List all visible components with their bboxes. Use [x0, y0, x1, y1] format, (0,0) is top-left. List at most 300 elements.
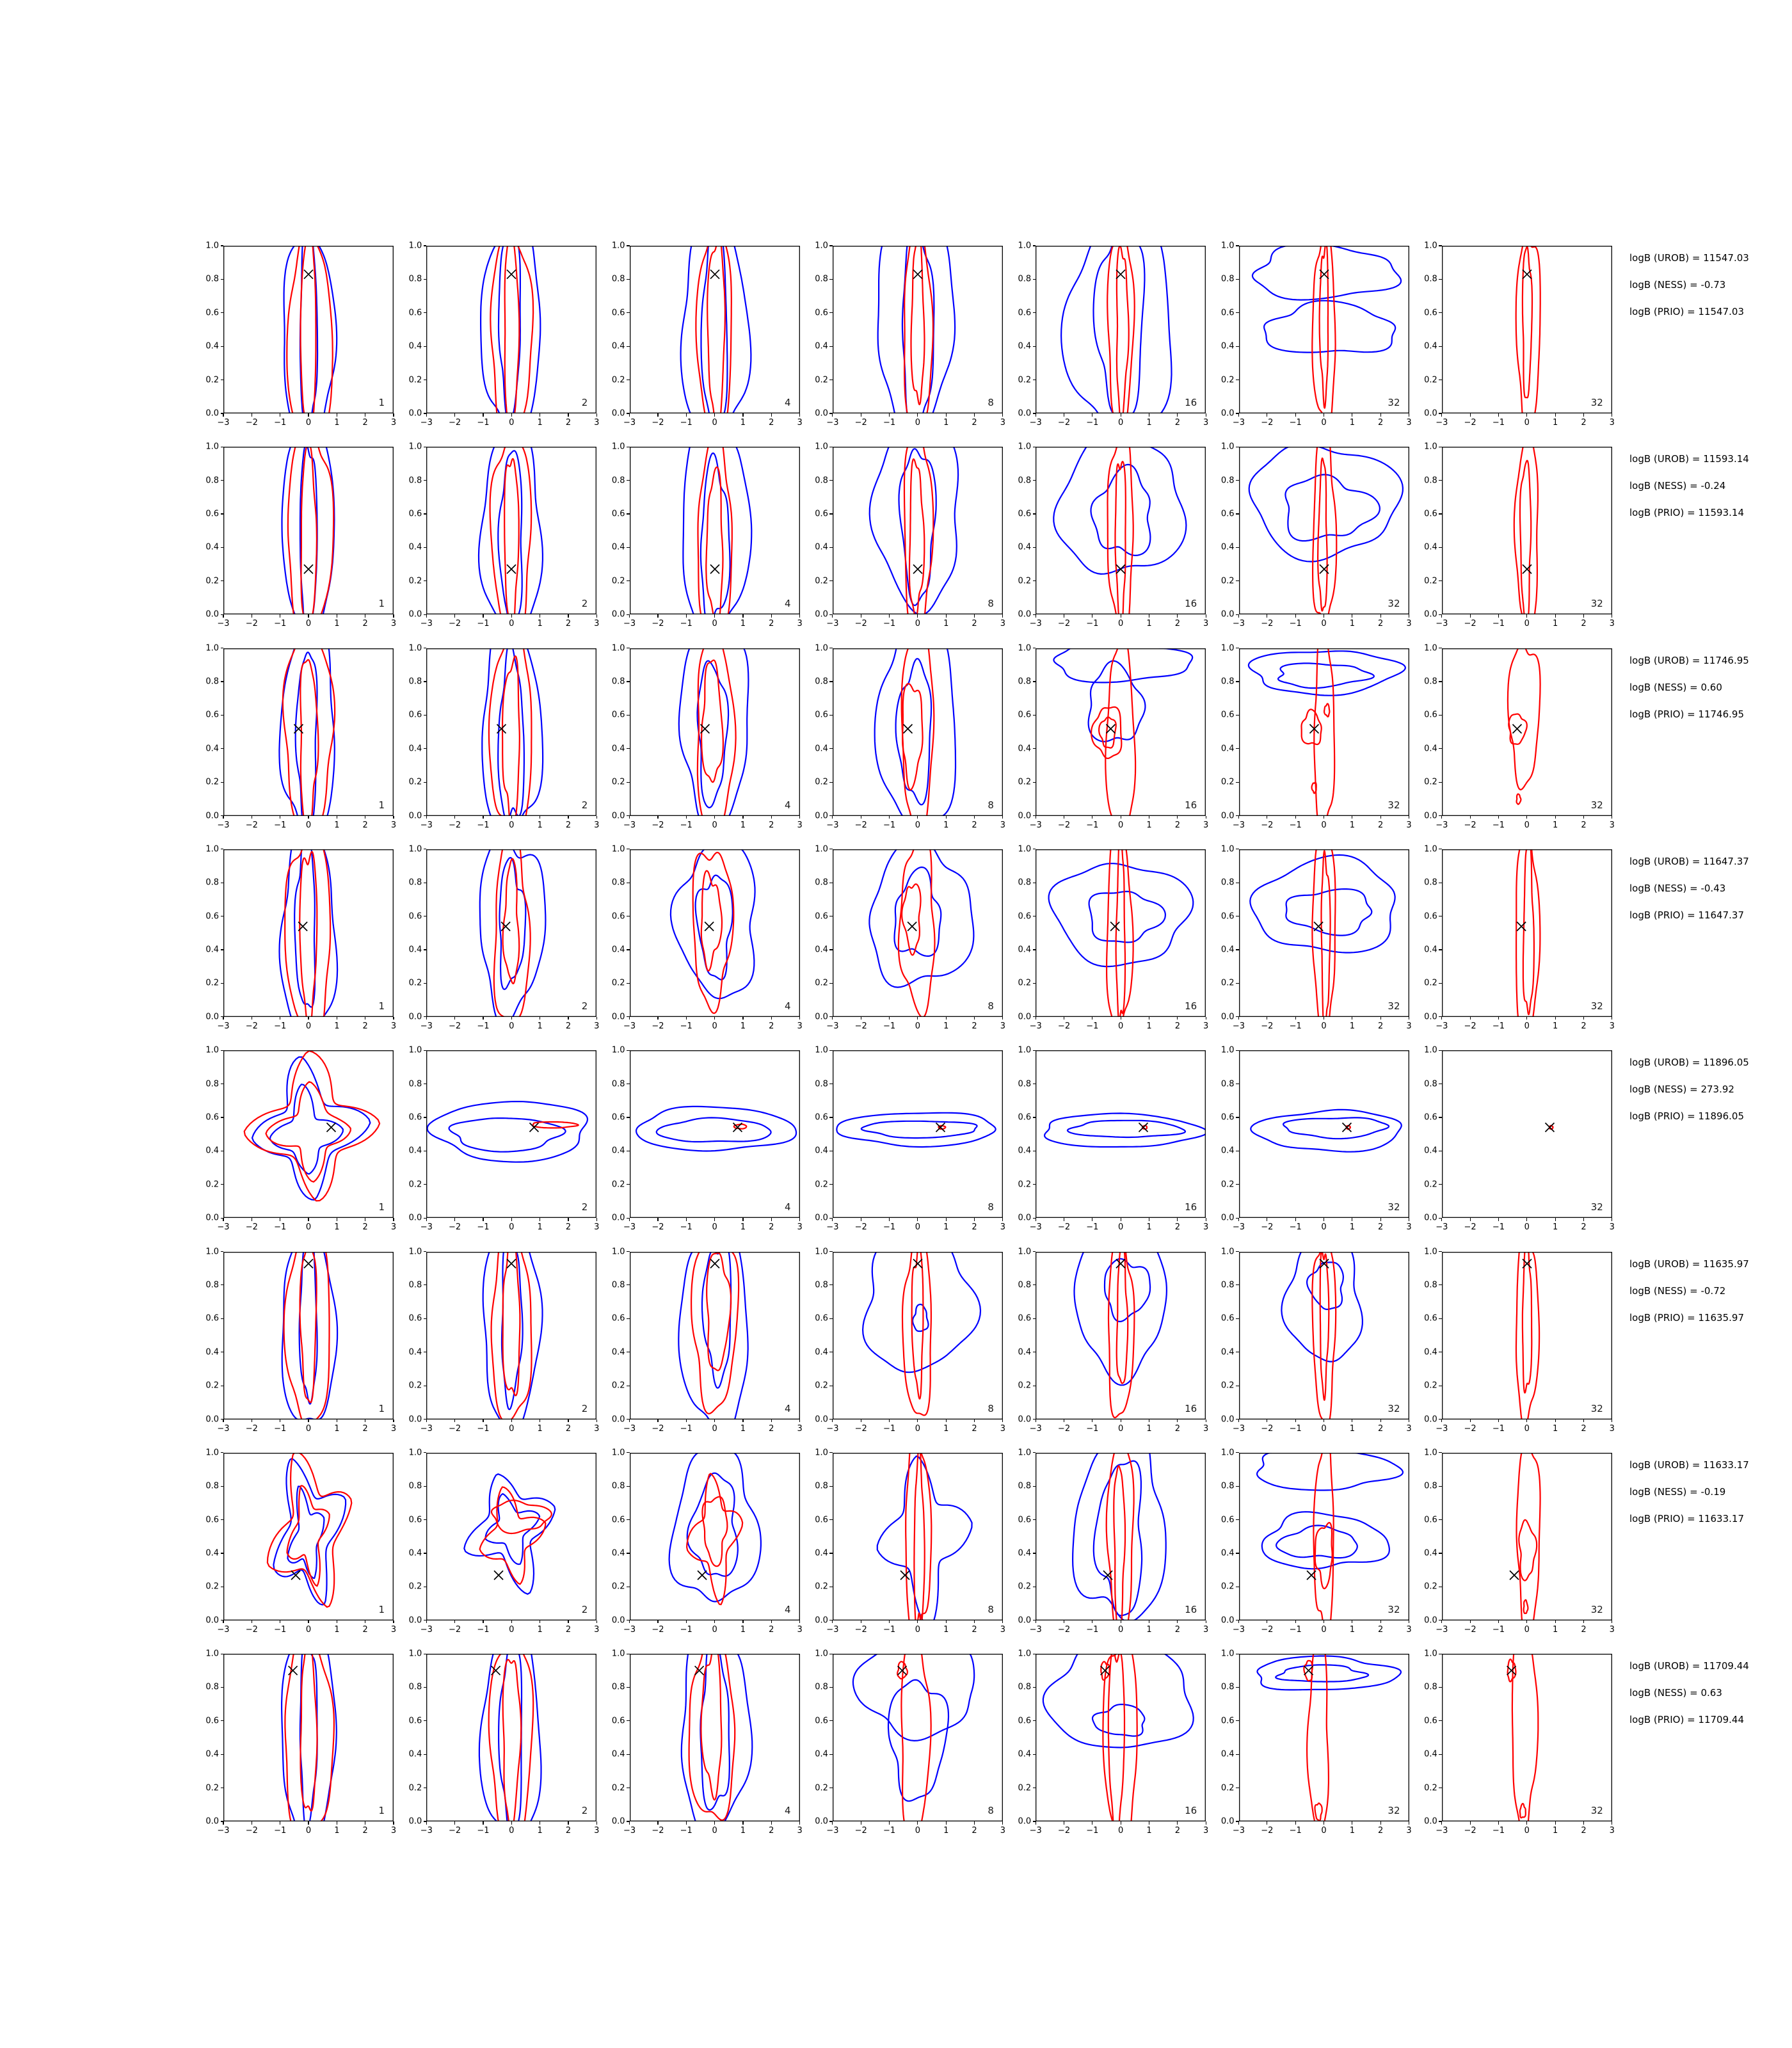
x-tick-label: 2	[1174, 1423, 1180, 1434]
x-tick-label: −3	[623, 1624, 636, 1635]
x-tick-label: 2	[972, 820, 977, 830]
y-tick-label: 0.4	[1220, 1347, 1235, 1357]
x-tick-mark	[1470, 816, 1471, 819]
x-tick-label: −1	[680, 1021, 692, 1031]
y-tick-label: 0.8	[815, 877, 828, 888]
y-tick-label: 0.8	[1018, 274, 1032, 284]
x-tick-label: −1	[883, 1021, 896, 1031]
y-tick-label: 0.8	[408, 1481, 422, 1491]
x-tick-label: −1	[680, 418, 692, 428]
corner-label: 32	[1590, 397, 1603, 408]
x-tick-label: 1	[537, 1826, 543, 1836]
subplot-r1c5	[1018, 241, 1209, 428]
y-tick-label: 0.8	[205, 274, 219, 284]
x-tick-label: −3	[217, 1222, 230, 1233]
x-tick-label: 0	[1118, 1222, 1124, 1233]
corner-label: 32	[1590, 799, 1603, 811]
x-tick-label: −1	[1086, 1222, 1099, 1233]
y-tick-mark	[829, 346, 833, 347]
y-tick-label: 0.4	[1424, 744, 1437, 754]
red-contour	[911, 246, 924, 404]
red-contour	[1313, 447, 1336, 614]
subplot-r5c3	[611, 1045, 803, 1233]
x-tick-label: −1	[274, 619, 287, 629]
y-tick-label: 0.0	[1220, 1414, 1235, 1424]
x-tick-label: −3	[826, 619, 839, 629]
y-tick-label: 0.2	[815, 1783, 828, 1793]
y-tick-label: 0.2	[611, 576, 625, 586]
y-tick-label: 0.6	[1220, 308, 1235, 318]
row-annotation	[1629, 1453, 1792, 1620]
corner-label: 1	[378, 1805, 385, 1817]
x-tick-label: −2	[1261, 418, 1274, 428]
row-annotation	[1629, 1252, 1792, 1420]
x-tick-label: 2	[769, 1021, 774, 1031]
y-tick-label: 0.4	[611, 542, 625, 552]
axes-frame	[224, 447, 394, 614]
y-tick-label: 1.0	[1424, 1045, 1437, 1055]
logb-urob-value: logB (UROB) = 11593.14	[1629, 453, 1749, 465]
x-tick-mark	[1238, 1821, 1239, 1825]
logb-urob-value: logB (UROB) = 11647.37	[1629, 855, 1749, 867]
x-tick-label: −2	[1057, 820, 1071, 830]
red-contour	[1516, 1252, 1539, 1420]
x-tick-label: 1	[1552, 820, 1558, 830]
blue-contour	[870, 447, 958, 614]
y-tick-label: 0.6	[1018, 911, 1032, 922]
y-tick-label: 0.8	[1220, 1481, 1235, 1491]
axes-frame	[630, 1252, 799, 1419]
x-tick-label: −2	[854, 1021, 867, 1031]
y-tick-label: 0.2	[1424, 978, 1437, 988]
x-tick-label: −1	[274, 418, 287, 428]
x-tick-mark	[1470, 1821, 1471, 1825]
row-annotation	[1629, 849, 1792, 1017]
y-tick-mark	[627, 1016, 630, 1017]
x-tick-label: 3	[390, 418, 397, 428]
x-tick-mark	[1583, 1218, 1584, 1221]
y-tick-label: 0.8	[1220, 676, 1235, 687]
y-tick-label: 0.4	[815, 1548, 828, 1558]
plot-area	[426, 1252, 596, 1420]
x-tick-label: 3	[1000, 619, 1006, 629]
x-tick-label: −1	[477, 1021, 490, 1031]
axes-frame	[630, 1051, 799, 1218]
x-tick-label: −2	[1057, 1624, 1071, 1635]
y-tick-label: 0.4	[1018, 1749, 1032, 1759]
x-tick-label: −3	[826, 1423, 839, 1434]
plot-area	[833, 648, 1003, 816]
y-tick-mark	[221, 949, 224, 950]
y-tick-mark	[1033, 1687, 1036, 1688]
y-tick-label: 0.4	[1018, 744, 1032, 754]
x-tick-mark	[1498, 1420, 1499, 1423]
x-tick-label: 2	[1378, 1423, 1384, 1434]
x-tick-mark	[1583, 816, 1584, 819]
plot-area	[630, 648, 800, 816]
x-tick-mark	[799, 1821, 800, 1825]
x-tick-label: 2	[769, 1826, 774, 1836]
x-tick-label: −2	[449, 1624, 461, 1635]
y-tick-label: 0.8	[1018, 877, 1032, 888]
x-tick-label: 3	[594, 1624, 600, 1635]
x-tick-label: 0	[712, 1826, 717, 1836]
y-tick-mark	[1033, 1251, 1036, 1252]
y-tick-label: 1.0	[1018, 442, 1032, 452]
x-tick-label: 3	[797, 820, 803, 830]
logb-urob-value: logB (UROB) = 11746.95	[1629, 654, 1749, 666]
y-tick-label: 0.0	[1424, 1414, 1437, 1424]
corner-label: 1	[378, 1402, 385, 1414]
x-tick-label: 2	[1581, 1222, 1587, 1233]
y-tick-mark	[221, 1184, 224, 1185]
y-tick-mark	[829, 1754, 833, 1755]
x-tick-label: 3	[1406, 418, 1412, 428]
y-tick-mark	[829, 279, 833, 280]
y-tick-label: 0.6	[408, 1112, 422, 1123]
axes-frame	[427, 1453, 596, 1620]
x-tick-label: 0	[1118, 1826, 1124, 1836]
y-tick-label: 1.0	[1018, 1045, 1032, 1055]
x-tick-label: −3	[1232, 820, 1245, 830]
x-tick-label: 0	[1118, 1423, 1124, 1434]
x-tick-label: 1	[740, 418, 746, 428]
x-tick-label: −3	[1232, 619, 1245, 629]
y-tick-mark	[424, 513, 427, 514]
y-tick-label: 0.8	[205, 1481, 219, 1491]
y-tick-label: 0.0	[205, 609, 219, 620]
y-tick-mark	[424, 949, 427, 950]
x-tick-mark	[596, 1420, 597, 1423]
subplot-r5c2	[408, 1045, 600, 1233]
x-tick-label: −2	[652, 1624, 664, 1635]
x-tick-label: 0	[509, 1021, 515, 1031]
y-tick-label: 1.0	[1424, 1649, 1437, 1659]
y-tick-mark	[1033, 1184, 1036, 1185]
y-tick-mark	[829, 681, 833, 682]
y-tick-mark	[221, 1486, 224, 1487]
x-tick-mark	[686, 816, 687, 819]
y-tick-label: 0.4	[408, 1548, 422, 1558]
x-tick-label: −3	[217, 820, 230, 830]
axes-frame	[1239, 1453, 1409, 1620]
y-tick-label: 0.8	[815, 1079, 828, 1089]
corner-label: 4	[785, 598, 791, 610]
x-tick-mark	[1295, 413, 1296, 417]
plot-area	[1036, 648, 1206, 816]
x-tick-label: −3	[217, 1826, 230, 1836]
x-tick-label: 1	[1146, 820, 1152, 830]
blue-contour	[1264, 301, 1395, 353]
y-tick-label: 0.8	[1424, 676, 1437, 687]
subplot-r7c1	[205, 1448, 397, 1635]
x-tick-label: 0	[1524, 1021, 1530, 1031]
x-tick-mark	[799, 1218, 800, 1221]
x-tick-label: −1	[1492, 820, 1505, 830]
corner-label: 16	[1185, 598, 1197, 610]
y-tick-mark	[1236, 346, 1239, 347]
y-tick-mark	[627, 312, 630, 313]
y-tick-label: 0.4	[815, 1347, 828, 1357]
x-tick-mark	[714, 614, 715, 618]
x-tick-label: 0	[509, 418, 515, 428]
y-tick-mark	[1033, 580, 1036, 581]
y-tick-mark	[627, 983, 630, 984]
x-tick-label: 2	[1174, 418, 1180, 428]
y-tick-label: 0.0	[205, 1816, 219, 1827]
x-tick-label: 3	[1609, 1423, 1615, 1434]
x-tick-label: 3	[594, 1826, 600, 1836]
y-tick-label: 0.8	[815, 1280, 828, 1290]
x-tick-label: −2	[245, 1624, 258, 1635]
y-tick-mark	[424, 245, 427, 246]
y-tick-label: 1.0	[1220, 241, 1235, 251]
y-tick-label: 1.0	[1424, 1247, 1437, 1256]
y-tick-label: 0.6	[1018, 710, 1032, 720]
x-tick-mark	[454, 1017, 455, 1020]
red-contour	[266, 1082, 351, 1181]
x-tick-label: 1	[943, 1423, 949, 1434]
axes-frame	[1442, 1453, 1612, 1620]
x-tick-label: 1	[943, 1826, 949, 1836]
axes-frame	[224, 1654, 394, 1821]
x-tick-label: 3	[1609, 820, 1615, 830]
y-tick-mark	[627, 1318, 630, 1319]
x-tick-label: −2	[1057, 1423, 1071, 1434]
x-tick-label: 3	[1203, 1826, 1209, 1836]
plot-area	[833, 1654, 1003, 1821]
x-tick-label: −3	[1232, 1826, 1245, 1836]
y-tick-label: 0.2	[408, 1180, 422, 1190]
y-tick-label: 0.6	[408, 710, 422, 720]
y-tick-label: 0.4	[611, 341, 625, 351]
x-tick-mark	[832, 816, 833, 819]
x-tick-mark	[1380, 413, 1381, 417]
y-tick-label: 1.0	[1220, 1247, 1235, 1256]
x-tick-label: 2	[769, 820, 774, 830]
corner-label: 4	[785, 1603, 791, 1615]
y-tick-label: 1.0	[611, 643, 625, 653]
y-tick-label: 0.4	[408, 1347, 422, 1357]
x-tick-label: −2	[1464, 1423, 1476, 1434]
x-tick-label: 2	[1581, 1826, 1587, 1836]
corner-label: 8	[988, 1603, 994, 1615]
y-tick-label: 0.2	[611, 1783, 625, 1793]
x-tick-mark	[1002, 614, 1003, 618]
blue-contour	[878, 246, 955, 413]
x-tick-mark	[426, 816, 427, 819]
y-tick-label: 0.4	[205, 1146, 219, 1156]
y-tick-mark	[627, 614, 630, 615]
x-tick-mark	[1498, 614, 1499, 618]
red-contour	[492, 1500, 552, 1533]
axes-frame	[1239, 1654, 1409, 1821]
x-tick-label: −3	[217, 418, 230, 428]
y-tick-mark	[221, 748, 224, 749]
x-tick-mark	[1555, 413, 1556, 417]
blue-contour	[1248, 651, 1405, 695]
x-tick-label: 1	[537, 820, 543, 830]
red-contour	[1108, 1654, 1124, 1821]
subplot-r2c3	[611, 442, 803, 629]
x-tick-mark	[889, 1218, 890, 1221]
subplot-r5c4	[815, 1045, 1006, 1233]
red-contour	[268, 1453, 351, 1607]
plot-area	[1036, 1252, 1206, 1420]
y-tick-label: 1.0	[205, 1045, 219, 1055]
y-tick-mark	[627, 346, 630, 347]
x-tick-label: −1	[1492, 1222, 1505, 1233]
x-tick-mark	[771, 413, 772, 417]
x-tick-mark	[1380, 1420, 1381, 1423]
axes-frame	[833, 447, 1003, 614]
y-tick-label: 0.8	[408, 1079, 422, 1089]
logb-prio-value: logB (PRIO) = 11635.97	[1629, 1311, 1745, 1324]
x-tick-label: −3	[1436, 1423, 1448, 1434]
x-tick-label: 2	[362, 1423, 368, 1434]
subplot-r7c2	[408, 1448, 600, 1635]
blue-contour	[1049, 863, 1194, 966]
y-tick-label: 0.0	[1018, 1012, 1032, 1022]
x-tick-label: −1	[1289, 1021, 1302, 1031]
y-tick-mark	[424, 782, 427, 783]
x-tick-mark	[393, 1017, 394, 1020]
y-tick-mark	[424, 1016, 427, 1017]
y-tick-mark	[1033, 1419, 1036, 1420]
x-tick-label: −3	[826, 1624, 839, 1635]
x-tick-mark	[1380, 614, 1381, 618]
y-tick-label: 0.6	[1018, 1112, 1032, 1123]
x-tick-label: −2	[245, 820, 258, 830]
plot-area	[223, 246, 394, 413]
x-tick-mark	[946, 614, 947, 618]
x-tick-label: 3	[797, 418, 803, 428]
y-tick-mark	[829, 1050, 833, 1051]
plot-area	[426, 447, 596, 614]
x-tick-label: −2	[854, 820, 867, 830]
y-tick-label: 0.8	[611, 1682, 625, 1692]
x-tick-mark	[454, 816, 455, 819]
x-tick-mark	[1583, 1620, 1584, 1624]
x-tick-label: −3	[420, 1624, 433, 1635]
x-tick-mark	[1177, 614, 1178, 618]
y-tick-mark	[1439, 983, 1442, 984]
y-tick-label: 0.2	[1018, 978, 1032, 988]
x-tick-label: −1	[274, 1826, 287, 1836]
y-tick-label: 0.6	[611, 1313, 625, 1324]
y-tick-label: 0.8	[611, 877, 625, 888]
y-tick-label: 0.0	[1220, 609, 1235, 620]
y-tick-label: 0.8	[408, 476, 422, 486]
y-tick-label: 0.2	[205, 1783, 219, 1793]
red-contour	[301, 246, 316, 413]
x-tick-mark	[771, 1620, 772, 1624]
y-tick-label: 1.0	[1018, 1448, 1032, 1458]
y-tick-mark	[1033, 1486, 1036, 1487]
x-tick-mark	[454, 1420, 455, 1423]
y-tick-mark	[1439, 815, 1442, 816]
y-tick-mark	[1033, 782, 1036, 783]
y-tick-mark	[1439, 681, 1442, 682]
x-tick-mark	[1380, 1218, 1381, 1221]
corner-label: 4	[785, 1201, 791, 1213]
x-tick-label: −1	[1086, 1826, 1099, 1836]
x-tick-mark	[1555, 1420, 1556, 1423]
blue-contour	[1257, 1656, 1401, 1690]
x-tick-mark	[917, 1420, 918, 1423]
x-tick-label: 1	[740, 1624, 746, 1635]
x-tick-label: 1	[1146, 1222, 1152, 1233]
x-tick-label: −3	[1232, 418, 1245, 428]
x-tick-mark	[511, 816, 512, 819]
y-tick-mark	[1439, 1050, 1442, 1051]
blue-contour	[284, 246, 337, 413]
x-tick-mark	[1441, 816, 1442, 819]
x-tick-label: −2	[449, 820, 461, 830]
y-tick-mark	[221, 983, 224, 984]
y-tick-mark	[424, 1218, 427, 1219]
y-tick-label: 0.4	[1424, 1146, 1437, 1156]
x-tick-mark	[946, 1620, 947, 1624]
red-contour	[1514, 447, 1538, 614]
y-tick-mark	[1236, 1687, 1239, 1688]
x-tick-mark	[629, 1420, 630, 1423]
y-tick-label: 0.0	[1220, 1816, 1235, 1827]
y-tick-label: 0.6	[815, 1112, 828, 1123]
y-tick-mark	[627, 547, 630, 548]
red-contour	[1519, 1520, 1537, 1581]
y-tick-label: 0.4	[611, 1347, 625, 1357]
x-tick-label: 2	[1174, 820, 1180, 830]
logb-prio-value: logB (PRIO) = 11593.14	[1629, 507, 1745, 519]
y-tick-mark	[1033, 1050, 1036, 1051]
red-contour	[706, 467, 723, 614]
x-tick-label: 3	[1000, 1222, 1006, 1233]
x-tick-label: 0	[305, 1222, 312, 1233]
x-tick-label: −1	[1289, 418, 1302, 428]
y-tick-label: 0.2	[1220, 777, 1235, 787]
y-tick-label: 0.4	[408, 945, 422, 955]
y-tick-label: 0.6	[611, 1515, 625, 1525]
blue-contour	[300, 1252, 317, 1404]
y-tick-mark	[627, 1519, 630, 1520]
logb-ness-value: logB (NESS) = -0.72	[1629, 1284, 1726, 1297]
x-tick-label: 0	[915, 1222, 921, 1233]
red-contour	[1117, 1252, 1128, 1384]
y-tick-mark	[221, 312, 224, 313]
x-tick-mark	[799, 1017, 800, 1020]
subplot-r1c3	[611, 241, 803, 428]
subplot-r2c1	[205, 442, 397, 629]
x-tick-label: 2	[362, 619, 368, 629]
y-tick-label: 0.6	[1018, 509, 1032, 519]
x-tick-label: 3	[1000, 1021, 1006, 1031]
y-tick-label: 0.4	[1424, 1347, 1437, 1357]
y-tick-mark	[1439, 547, 1442, 548]
subplot-r3c2	[408, 643, 600, 830]
red-contour	[490, 447, 532, 614]
y-tick-mark	[627, 1486, 630, 1487]
y-tick-label: 0.2	[1018, 777, 1032, 787]
y-tick-label: 1.0	[611, 1045, 625, 1055]
x-tick-mark	[974, 1218, 975, 1221]
y-tick-label: 0.0	[611, 1615, 625, 1626]
x-tick-label: 3	[1406, 1222, 1412, 1233]
plot-area	[1442, 1453, 1612, 1620]
plot-area	[1239, 447, 1409, 614]
x-tick-mark	[771, 1821, 772, 1825]
x-tick-label: 2	[565, 418, 572, 428]
